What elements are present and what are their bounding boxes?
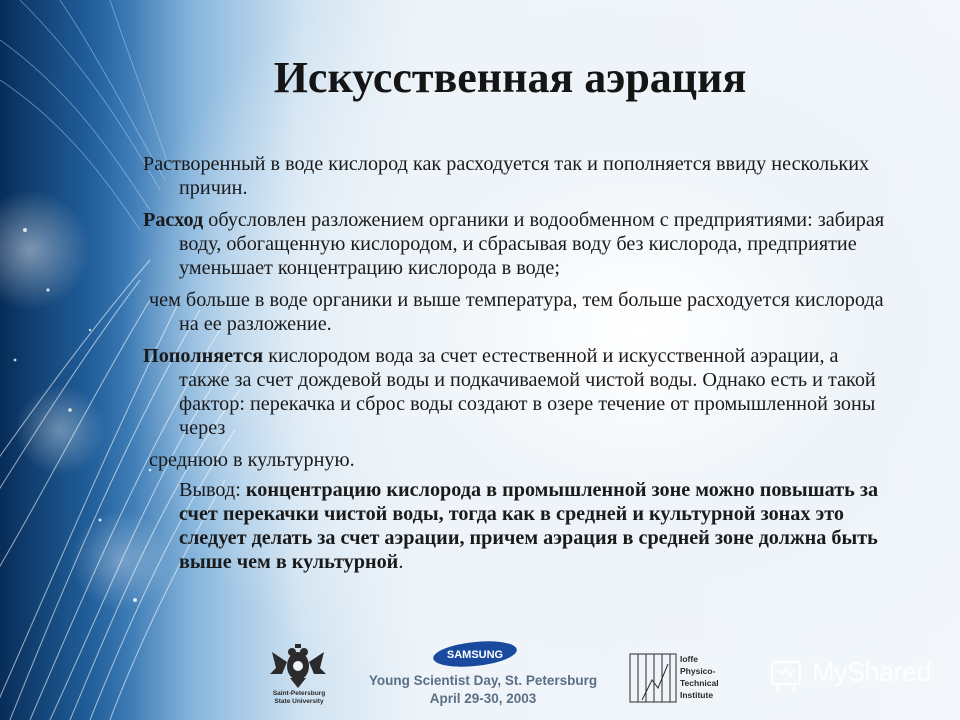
myshared-watermark: MyShared <box>812 657 932 687</box>
conclusion-text: концентрацию кислорода в промышленной зоне можно повышать за счет перекачки чистой воды, тогда как в средней и культурной зонах это следует делать за счет аэрации, причем аэрация в средней зоне должна быть выше чем в культурной <box>179 479 879 573</box>
ioffe-line1: Ioffe <box>680 654 698 664</box>
conclusion-prefix: Вывод: <box>179 479 246 501</box>
paragraph-consumption <box>143 208 888 280</box>
replenishment-term: Пополняется <box>143 345 264 367</box>
ioffe-line3: Technical <box>680 678 719 688</box>
replenishment-text: кислородом вода за счет естественной и искусственной аэрации, а также за счет дождевой воды и подкачиваемой чистой воды. Однако есть и такой фактор: перекачка и сброс воды создают в озере течение от промышленной зоны через <box>179 345 876 439</box>
ioffe-institute-logo <box>628 650 738 708</box>
paragraph-intro-text: Растворенный в воде кислород как расходуется так и пополняется ввиду нескольких причин. <box>143 153 870 199</box>
event-caption <box>348 672 618 708</box>
spsu-line2: State University <box>274 698 324 705</box>
paragraph-conclusion <box>143 478 888 574</box>
ioffe-line4: Institute <box>680 690 714 700</box>
spsu-line1: Saint-Petersburg <box>272 690 326 697</box>
event-line-1: Young Scientist Day, St. Petersburg <box>368 673 598 688</box>
spsu-label <box>262 690 336 706</box>
samsung-logo-text: SAMSUNG <box>446 649 504 661</box>
samsung-logo <box>432 640 518 668</box>
conclusion-suffix: . <box>398 551 404 573</box>
consumption-text: обусловлен разложением органики и водообменном с предприятиями: забирая воду, обогащенную кислородом, и сбрасывая воду без кислорода, предприятие уменьшает концентрацию кислорода в воде; <box>179 209 885 279</box>
paragraph-intro <box>143 152 888 200</box>
slide-title: Искусственная аэрация <box>273 53 747 102</box>
paragraph-organics-text: чем больше в воде органики и выше температура, тем больше расходуется кислорода на ее разложение. <box>149 289 884 335</box>
paragraph-flow <box>143 448 888 472</box>
slide-body <box>143 152 888 582</box>
paragraph-flow-text: среднюю в культурную. <box>149 449 355 471</box>
consumption-term: Расход <box>143 209 204 231</box>
ioffe-line2: Physico- <box>680 666 716 676</box>
paragraph-replenishment <box>143 344 888 440</box>
event-line-2: April 29-30, 2003 <box>429 691 537 706</box>
paragraph-organics <box>143 288 888 336</box>
